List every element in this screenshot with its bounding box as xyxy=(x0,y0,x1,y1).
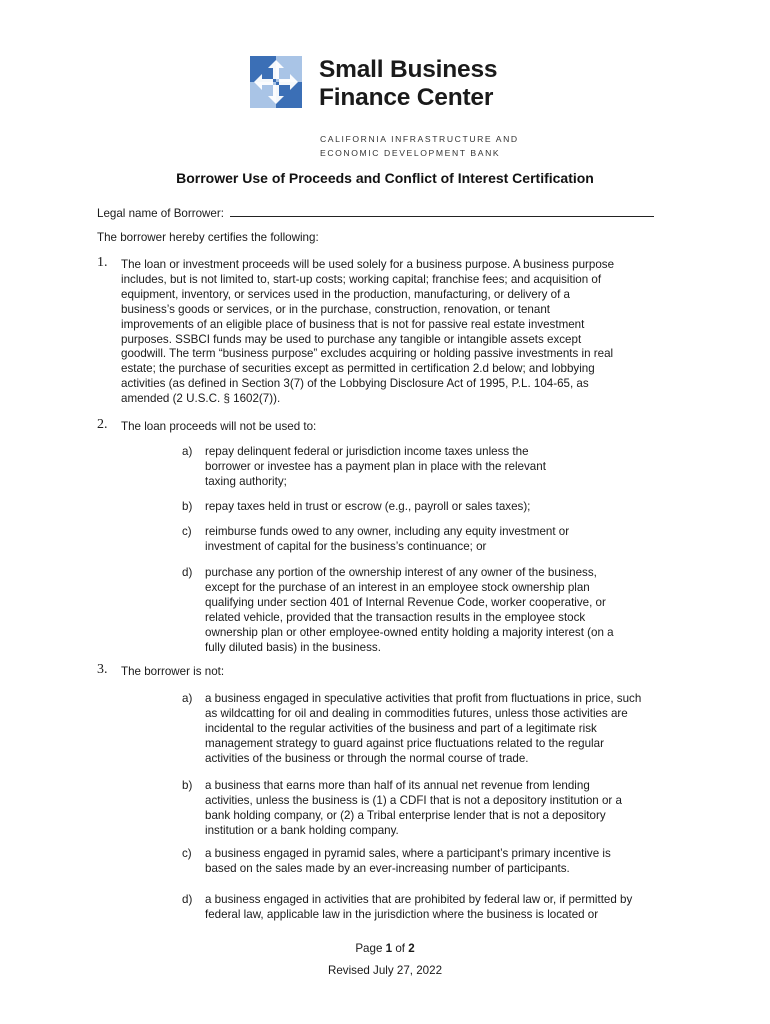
text-line: repay delinquent federal or jurisdiction income taxes unless the xyxy=(205,445,529,458)
text-line: equipment, inventory, or services used in the production, manufacturing, or delivery of a xyxy=(121,287,570,301)
legal-name-blank-line[interactable] xyxy=(230,205,654,217)
text-line: activities, unless the business is (1) a CDFI that is not a depository institution or a xyxy=(205,793,622,807)
parent-org xyxy=(320,132,519,160)
item-number: 3. xyxy=(97,662,108,677)
text-line: related vehicle, provided that the transaction results in the employee stock xyxy=(205,610,586,624)
text-line: includes, but is not limited to, start-up costs; working capital; franchise fees; and acquisition of xyxy=(121,272,602,286)
text-line: activities (as defined in Section 3(7) of the Lobbying Disclosure Act of 1995, P.L. 104-65, as xyxy=(121,377,589,391)
sub-item xyxy=(182,847,672,877)
text-line: purposes. SSBCI funds may be used to purchase any tangible or intangible assets except xyxy=(121,332,582,346)
text-line: purchase any portion of the ownership interest of any owner of the business, xyxy=(205,566,597,579)
sub-item-text xyxy=(205,692,672,767)
text-line: estate; the purchase of securities except as permitted in certification 2.d below; and lobbying xyxy=(121,362,595,376)
text-line: bank holding company, or (2) a Tribal enterprise lender that is not a depository xyxy=(205,808,606,822)
text-line: business’s goods or services, or in the purchase, construction, renovation, or tenant xyxy=(121,302,550,316)
text-line: incidental to the regular activities of the business and part of a legitimate risk xyxy=(205,721,597,735)
sub-item xyxy=(182,893,672,923)
org-name-line1: Small Business xyxy=(319,56,498,83)
text-line: borrower or investee has a payment plan in place with the relevant xyxy=(205,459,546,473)
certification-item xyxy=(97,417,662,435)
text-line: The borrower is not: xyxy=(121,665,225,678)
sub-item xyxy=(182,525,672,555)
certification-item xyxy=(97,255,662,407)
sub-item-letter: d) xyxy=(182,566,193,579)
sub-item-letter: a) xyxy=(182,445,193,458)
sub-item-text xyxy=(205,525,672,555)
text-line: improvements of an eligible place of business that is not for passive real estate investment xyxy=(121,317,585,331)
text-line: The loan or investment proceeds will be used solely for a business purpose. A business purpose xyxy=(121,258,615,271)
revision-date: Revised July 27, 2022 xyxy=(327,964,443,977)
org-name-line2: Finance Center xyxy=(319,84,494,111)
text-line: The loan proceeds will not be used to: xyxy=(121,420,317,433)
text-line: a business engaged in speculative activities that profit from fluctuations in price, such xyxy=(205,692,642,705)
sub-item-text xyxy=(205,445,672,490)
text-line: goodwill. The term “business purpose” excludes acquiring or holding passive investments in real xyxy=(121,347,614,361)
arrows-cross-logo-icon xyxy=(250,56,302,108)
sub-item xyxy=(182,566,672,655)
sub-item-letter: b) xyxy=(182,779,193,792)
sub-item xyxy=(182,500,672,515)
text-line: reimburse funds owed to any owner, including any equity investment or xyxy=(205,525,570,538)
text-line: ownership plan or other employee-owned entity holding a majority interest (on a xyxy=(205,625,614,639)
certification-item xyxy=(97,662,662,680)
sub-item xyxy=(182,692,672,767)
text-line: a business engaged in activities that are prohibited by federal law or, if permitted by xyxy=(205,893,633,906)
item-number: 2. xyxy=(97,417,108,432)
sub-item-text xyxy=(205,566,672,655)
parent-org-line2: ECONOMIC DEVELOPMENT BANK xyxy=(320,148,501,158)
sub-item-text xyxy=(205,893,672,923)
item-text xyxy=(121,665,662,680)
sub-item xyxy=(182,445,672,490)
text-line: as wildcatting for oil and dealing in commodities futures, unless those activities are xyxy=(205,706,628,720)
sub-item-letter: a) xyxy=(182,692,193,705)
text-line: based on the sales made by an ever-increasing number of participants. xyxy=(205,861,570,875)
text-line: federal law, applicable law in the jurisdiction where the business is located or xyxy=(205,907,599,921)
item-text xyxy=(121,420,662,435)
item-number: 1. xyxy=(97,255,108,270)
sub-item-letter: c) xyxy=(182,525,192,538)
text-line: a business engaged in pyramid sales, where a participant’s primary incentive is xyxy=(205,847,611,860)
text-line: management strategy to guard against price fluctuations related to the regular xyxy=(205,736,604,750)
sub-item-letter: d) xyxy=(182,893,193,906)
sub-item-text xyxy=(205,847,672,877)
text-line: amended (2 U.S.C. § 1602(7)). xyxy=(121,392,281,406)
sub-item-letter: c) xyxy=(182,847,192,860)
sub-item-letter: b) xyxy=(182,500,193,513)
text-line: taxing authority; xyxy=(205,474,287,488)
sub-item xyxy=(182,779,672,839)
text-line: activities of the business or through the normal course of trade. xyxy=(205,751,529,765)
text-line: repay taxes held in trust or escrow (e.g., payroll or sales taxes); xyxy=(205,500,531,513)
text-line: fully diluted basis) in the business. xyxy=(205,640,381,654)
text-line: qualifying under section 401 of Internal Revenue Code, worker cooperative, or xyxy=(205,595,606,609)
sub-item-text xyxy=(205,500,672,515)
text-line: a business that earns more than half of its annual net revenue from lending xyxy=(205,779,590,792)
sub-item-text xyxy=(205,779,672,839)
parent-org-line1: CALIFORNIA INFRASTRUCTURE AND xyxy=(320,134,519,144)
legal-name-row xyxy=(97,205,654,222)
document-title: Borrower Use of Proceeds and Conflict of Interest Certification xyxy=(176,170,594,186)
header xyxy=(250,56,570,161)
item-text xyxy=(121,258,662,407)
text-line: except for the purchase of an interest in an employee stock ownership plan xyxy=(205,580,590,594)
intro-text: The borrower hereby certifies the following: xyxy=(97,231,319,244)
page-number: Page 1 of 2 xyxy=(355,942,415,955)
legal-name-label: Legal name of Borrower: xyxy=(97,207,224,220)
text-line: institution or a bank holding company. xyxy=(205,823,399,837)
text-line: investment of capital for the business’s continuance; or xyxy=(205,539,487,553)
org-name xyxy=(319,56,497,112)
